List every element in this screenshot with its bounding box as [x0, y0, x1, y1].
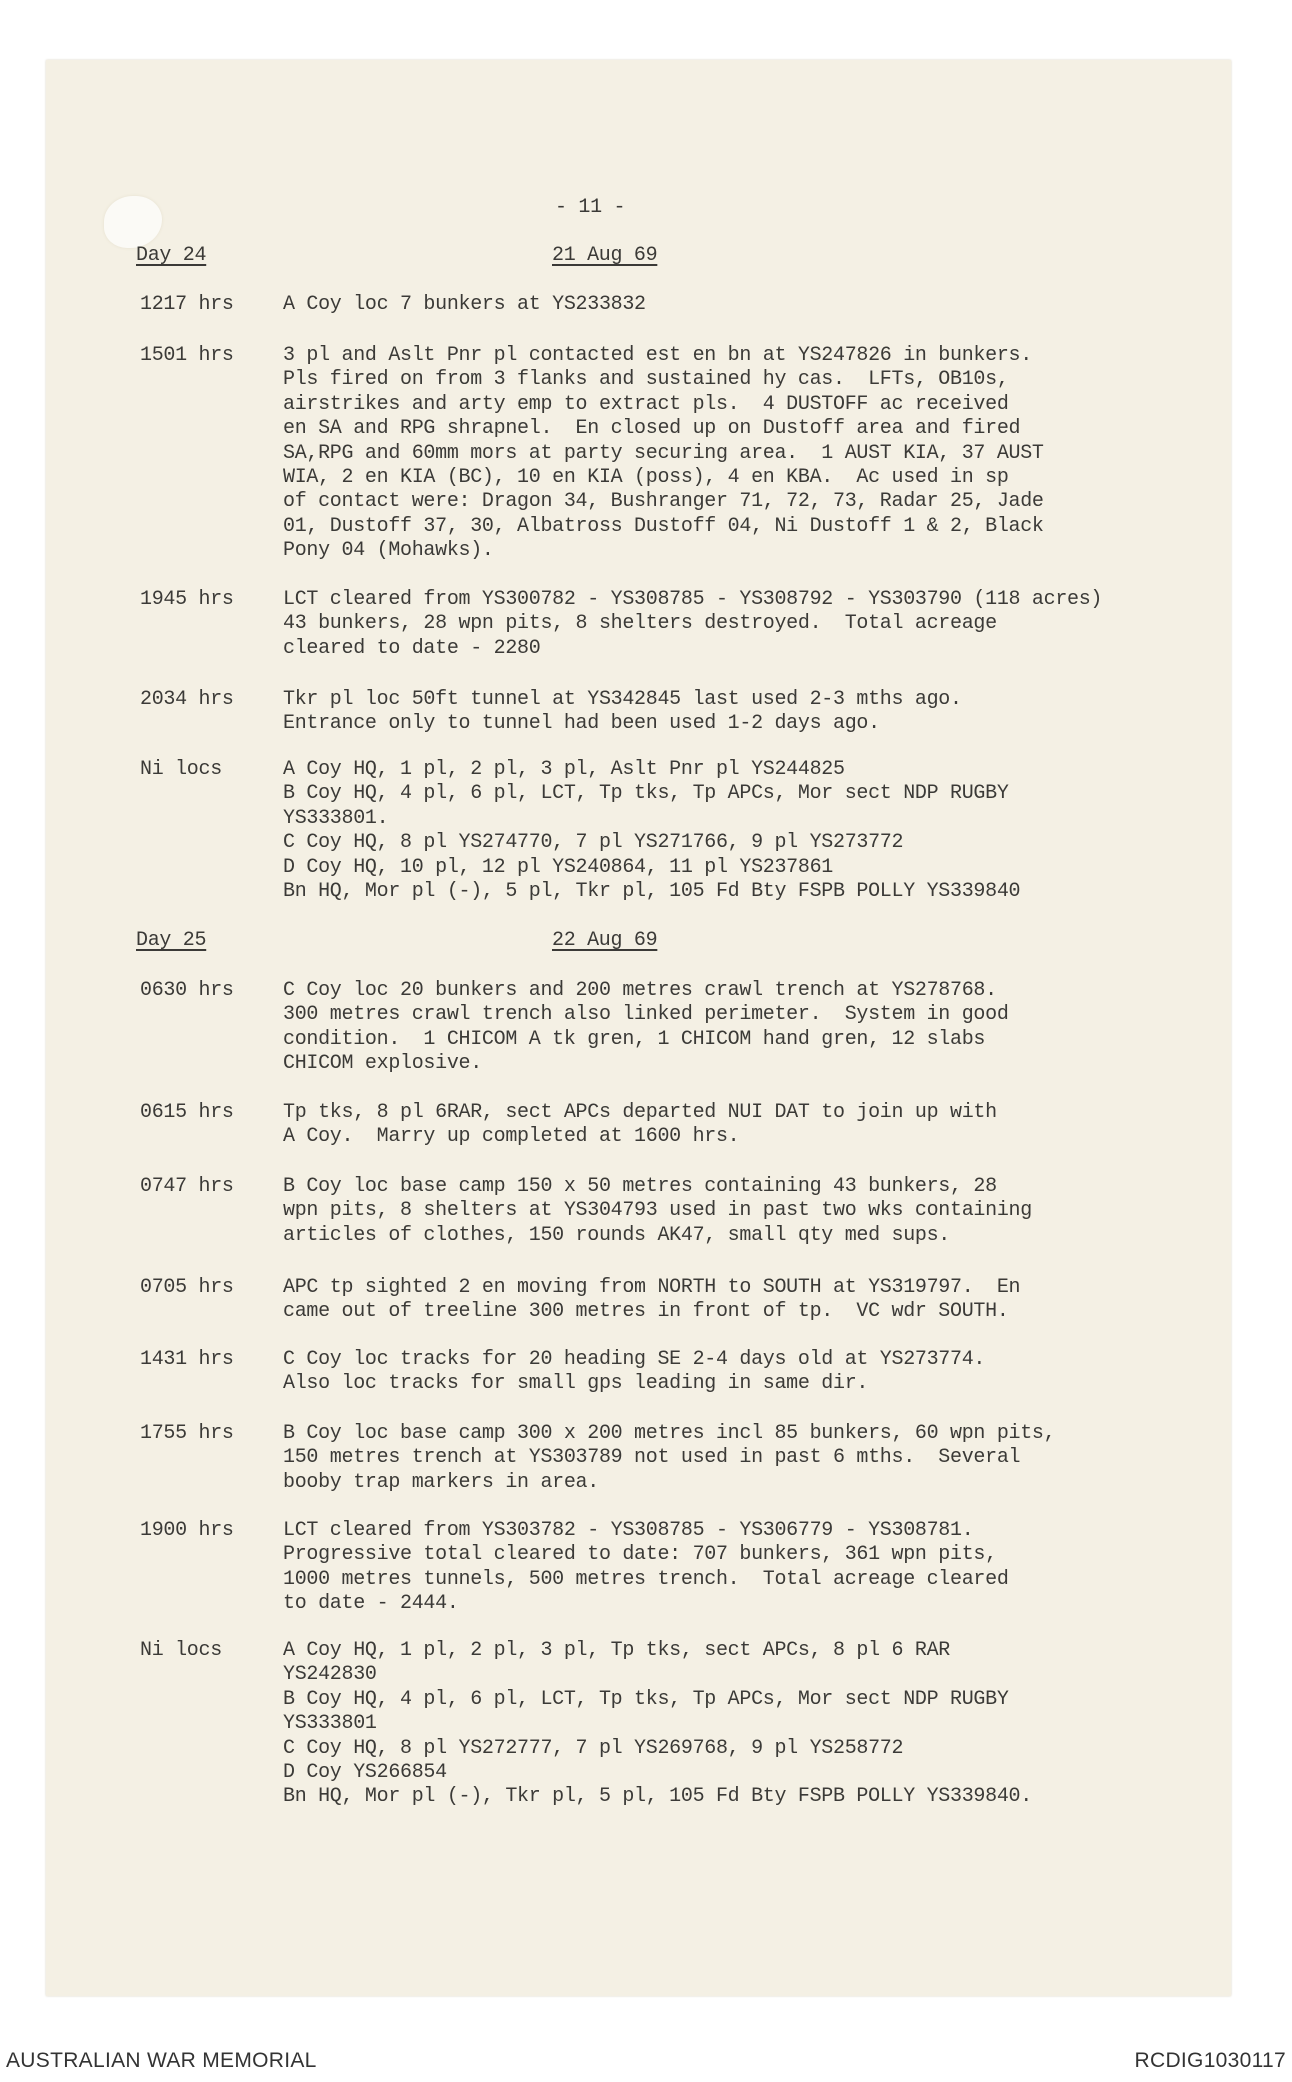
- entry-text-line: 150 metres trench at YS303789 not used in past 6 mths. Several: [283, 1446, 1021, 1470]
- footer-institution: AUSTRALIAN WAR MEMORIAL: [6, 2049, 317, 2072]
- entry-text-line: 43 bunkers, 28 wpn pits, 8 shelters destroyed. Total acreage: [283, 612, 997, 636]
- day-date: 21 Aug 69: [552, 244, 658, 267]
- entry-text-line: LCT cleared from YS300782 - YS308785 - YS308792 - YS303790 (118 acres): [283, 588, 1103, 611]
- day-date: 22 Aug 69: [552, 929, 658, 952]
- entry-text-line: YS333801: [283, 1712, 377, 1736]
- entry-time: 1217 hrs: [140, 293, 234, 316]
- entry-text-line: YS242830: [283, 1663, 377, 1687]
- entry-text-line: Bn HQ, Mor pl (-), Tkr pl, 5 pl, 105 Fd Bty FSPB POLLY YS339840.: [283, 1785, 1032, 1809]
- entry-time: Ni locs: [140, 1639, 222, 1662]
- entry-text-line: C Coy loc tracks for 20 heading SE 2-4 days old at YS273774.: [283, 1348, 986, 1371]
- entry-text-line: Pony 04 (Mohawks).: [283, 539, 494, 563]
- entry-text-line: of contact were: Dragon 34, Bushranger 71, 72, 73, Radar 25, Jade: [283, 490, 1044, 514]
- entry-time: Ni locs: [140, 758, 222, 781]
- entry-text-line: A Coy HQ, 1 pl, 2 pl, 3 pl, Tp tks, sect APCs, 8 pl 6 RAR: [283, 1639, 951, 1662]
- entry-text-line: B Coy HQ, 4 pl, 6 pl, LCT, Tp tks, Tp APCs, Mor sect NDP RUGBY: [283, 1687, 1009, 1711]
- entry-text-line: C Coy HQ, 8 pl YS272777, 7 pl YS269768, 9 pl YS258772: [283, 1736, 904, 1760]
- page-number: - 11 -: [555, 196, 626, 219]
- entry-text-line: wpn pits, 8 shelters at YS304793 used in past two wks containing: [283, 1199, 1032, 1223]
- entry-text-line: B Coy HQ, 4 pl, 6 pl, LCT, Tp tks, Tp APCs, Mor sect NDP RUGBY: [283, 782, 1009, 806]
- entry-time: 1431 hrs: [140, 1348, 234, 1371]
- entry-text-line: LCT cleared from YS303782 - YS308785 - YS306779 - YS308781.: [283, 1519, 974, 1542]
- entry-text-line: 01, Dustoff 37, 30, Albatross Dustoff 04, Ni Dustoff 1 & 2, Black: [283, 514, 1044, 538]
- entry-text-line: D Coy YS266854: [283, 1761, 447, 1784]
- entry-text-line: came out of treeline 300 metres in front of tp. VC wdr SOUTH.: [283, 1300, 1009, 1324]
- entry-text-line: Also loc tracks for small gps leading in same dir.: [283, 1372, 869, 1396]
- entry-text-line: 3 pl and Aslt Pnr pl contacted est en bn at YS247826 in bunkers.: [283, 344, 1032, 367]
- entry-time: 0630 hrs: [140, 979, 234, 1002]
- entry-text-line: B Coy loc base camp 300 x 200 metres incl 85 bunkers, 60 wpn pits,: [283, 1422, 1056, 1445]
- entry-text-line: Bn HQ, Mor pl (-), 5 pl, Tkr pl, 105 Fd Bty FSPB POLLY YS339840: [283, 880, 1021, 903]
- entry-time: 0747 hrs: [140, 1175, 234, 1198]
- entry-text-line: Tp tks, 8 pl 6RAR, sect APCs departed NUI DAT to join up with: [283, 1101, 997, 1124]
- entry-text-line: APC tp sighted 2 en moving from NORTH to SOUTH at YS319797. En: [283, 1276, 1021, 1299]
- entry-text-line: C Coy HQ, 8 pl YS274770, 7 pl YS271766, 9 pl YS273772: [283, 831, 904, 855]
- entry-text-line: WIA, 2 en KIA (BC), 10 en KIA (poss), 4 en KBA. Ac used in sp: [283, 466, 1009, 489]
- entry-time: 0615 hrs: [140, 1101, 234, 1124]
- entry-text-line: to date - 2444.: [283, 1592, 459, 1616]
- footer-record-id: RCDIG1030117: [1134, 2049, 1286, 2072]
- entry-text-line: Tkr pl loc 50ft tunnel at YS342845 last used 2-3 mths ago.: [283, 688, 962, 711]
- entry-text-line: 1000 metres tunnels, 500 metres trench. Total acreage cleared: [283, 1567, 1009, 1591]
- entry-text-line: en SA and RPG shrapnel. En closed up on Dustoff area and fired: [283, 417, 1021, 441]
- entry-time: 1755 hrs: [140, 1422, 234, 1445]
- entry-text-line: A Coy loc 7 bunkers at YS233832: [283, 293, 646, 316]
- entry-text-line: cleared to date - 2280: [283, 636, 541, 660]
- entry-text-line: CHICOM explosive.: [283, 1052, 482, 1076]
- entry-text-line: Pls fired on from 3 flanks and sustained hy cas. LFTs, OB10s,: [283, 368, 1009, 392]
- entry-time: 0705 hrs: [140, 1276, 234, 1299]
- entry-text-line: D Coy HQ, 10 pl, 12 pl YS240864, 11 pl YS237861: [283, 855, 833, 879]
- day-label: Day 25: [136, 929, 207, 952]
- entry-text-line: Entrance only to tunnel had been used 1-2 days ago.: [283, 712, 880, 736]
- entry-text-line: airstrikes and arty emp to extract pls. 4 DUSTOFF ac received: [283, 392, 1009, 416]
- day-label: Day 24: [136, 244, 207, 267]
- entry-text-line: A Coy. Marry up completed at 1600 hrs.: [283, 1125, 740, 1149]
- entry-text-line: SA,RPG and 60mm mors at party securing area. 1 AUST KIA, 37 AUST: [283, 441, 1044, 465]
- entry-text-line: condition. 1 CHICOM A tk gren, 1 CHICOM hand gren, 12 slabs: [283, 1027, 986, 1051]
- entry-text-line: articles of clothes, 150 rounds AK47, small qty med sups.: [283, 1223, 951, 1247]
- entry-text-line: YS333801.: [283, 806, 389, 830]
- entry-text-line: Progressive total cleared to date: 707 bunkers, 361 wpn pits,: [283, 1543, 997, 1567]
- entry-text-line: C Coy loc 20 bunkers and 200 metres crawl trench at YS278768.: [283, 979, 997, 1002]
- entry-text-line: B Coy loc base camp 150 x 50 metres containing 43 bunkers, 28: [283, 1175, 997, 1198]
- entry-time: 1900 hrs: [140, 1519, 234, 1542]
- entry-text-line: 300 metres crawl trench also linked perimeter. System in good: [283, 1003, 1009, 1027]
- entry-time: 1945 hrs: [140, 588, 234, 611]
- entry-time: 2034 hrs: [140, 688, 234, 711]
- entry-text-line: booby trap markers in area.: [283, 1470, 599, 1494]
- entry-time: 1501 hrs: [140, 344, 234, 367]
- entry-text-line: A Coy HQ, 1 pl, 2 pl, 3 pl, Aslt Pnr pl YS244825: [283, 758, 845, 781]
